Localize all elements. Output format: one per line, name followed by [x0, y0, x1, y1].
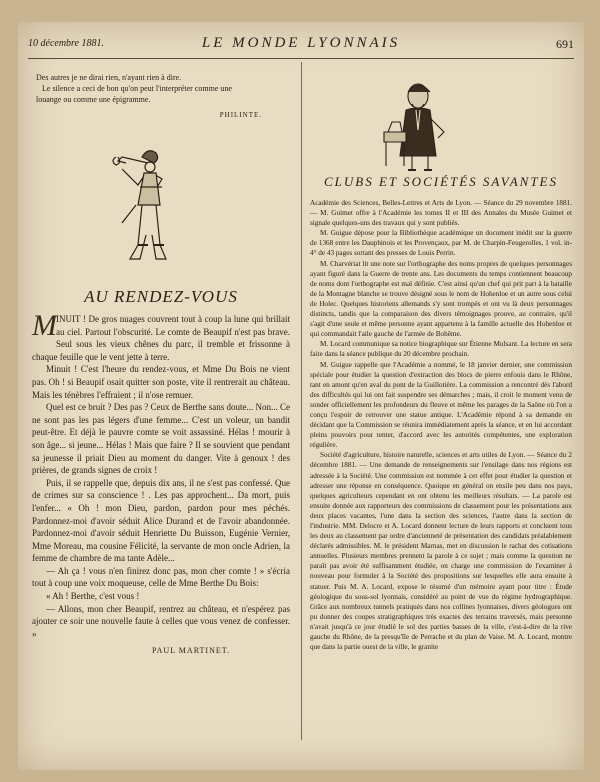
newspaper-page [18, 22, 584, 770]
scholar-illustration [372, 74, 472, 174]
section-title: CLUBS ET SOCIÉTÉS SAVANTES [324, 174, 558, 189]
epigram-line: Le silence a ceci de bon qu'on peut l'interpréter comme une [42, 84, 232, 93]
news-paragraph: M. Charvériat lit une note sur l'orthographe des noms propres de quelques personnages ayant figuré dans la Guerre de trente ans. Les documents du temps contiennent beaucoup de noms dont l'orthographe est mal définie. C'est ainsi qu'un chef qui prit part à la bataille de la Montagne blanche se trouve désigné sous le nom de Hohenloe et un autre sous celui de Holec. Quelques historiens allemands s'y sont trompés et ont vu là deux personnages distincts, tandis que la comparaison des divers témoignages prouve, au contraire, qu'il s'agit d'une seule et même personne ayant appartenu à la famille actuelle des Hohenloe et qui commandait l'aile gauche de l'armée de Bohême. [310, 259, 572, 339]
story-body [32, 309, 290, 640]
story-paragraph: MINUIT ! De gros nuages couvrent tout à coup la lune qui brillait au ciel. Partout l'obscurité. Le comte de Beaupif n'est pas brave. Seul sous les vieux chênes du parc, il tremble et frissonne à chaque feuille que le vent jette à terre. [32, 309, 290, 362]
epigram-text [36, 72, 290, 105]
issue-date: 10 décembre 1881. [28, 38, 104, 49]
column-divider [301, 62, 302, 740]
news-paragraph: Académie des Sciences, Belles-Lettres et Arts de Lyon. — Séance du 29 novembre 1881. — M. Guimet offre à l'Académie les tomes II et III des Annales du Musée Guimet et signale quelques-uns des travaux qui y sont publiés. [310, 199, 572, 228]
bugler-illustration [102, 127, 192, 277]
right-column [310, 72, 572, 652]
news-paragraph: M. Guigue rappelle que l'Académie a nommé, le 18 janvier dernier, une commission spéciale pour étudier la question d'extraction des blocs de pierre enfouis dans le Rhône, tant en amont qu'en aval du pont de la Guillotière. La commission a rencontré dès l'abord des difficultés qui lui ont fait suspendre ses démarches ; mais, il croit le moment venu de sonder officiellement les profondeurs du fleuve et même les parages de la Saône où l'on a conçu l'espoir de retrouver une statue antique. L'Académie répond à sa demande en décidant que la Commission se réunira immédiatement après la séance, et en lui accordant pleins pouvoirs pour tenter, d'accord avec les autorités compétentes, une exploration régulière. [310, 360, 572, 450]
drop-cap: M [32, 309, 57, 342]
story-paragraph: « Ah ! Berthe, c'est vous ! [46, 591, 140, 602]
news-paragraph: M. Guigue dépose pour la Bibliothèque académique un document inédit sur la guerre de 1368 entre les Dauphinois et les Provençaux, par M. de Charpin-Feugerolles, 1 vol. in-4° de 43 pages sortant des presses de Louis Perrin. [310, 229, 572, 258]
epigram-line: louange ou comme une épigramme. [36, 95, 151, 104]
page-header [28, 36, 574, 56]
news-paragraph: M. Locard communique sa notice biographique sur Étienne Mulsant. La lecture en sera faite dans la séance publique du 20 décembre prochain. [310, 340, 572, 359]
story-author: PAUL MARTINET. [151, 646, 231, 656]
story-paragraph: — Allons, mon cher Beaupif, rentrez au château, et n'espérez pas ajouter ce soir une nouvelle faute à celles que vous venez de confesser. » [32, 603, 290, 639]
left-column [32, 72, 290, 655]
story-paragraph: Puis, il se rappelle que, depuis dix ans, il ne s'est pas confessé. Que de crimes sur sa conscience ! . Les pas approchent... Da mort, puis l'enfer... « Oh ! mon Dieu, pardon, pardon pour mes péchés. Pardonnez-moi d'avoir séduit Alice Durand et de l'avoir abandonnée. Pardonnez-moi d'avoir séduit Henriette Du Buisson, Eugénie Vernier, Mme Moreau, ma cousine Félicité, la servante de mon oncle Adrien, la femme de chambre de ma tante Adèle... [32, 477, 290, 564]
story-paragraph: Minuit ! C'est l'heure du rendez-vous, et Mme Du Bois ne vient pas. Oh ! si Beaupif osait quitter son poste, vite il rentrerait au château. Mais les ténèbres l'effraient ; il n'ose remuer. [32, 364, 290, 400]
story-title: AU RENDEZ-VOUS [84, 287, 238, 306]
epigram-line: Des autres je ne dirai rien, n'ayant rien à dire. [36, 73, 182, 82]
story-paragraph: — Ah ça ! vous n'en finirez donc pas, mon cher comte ! » s'écria tout à coup une voix moqueuse, celle de Mme Berthe Du Bois: [32, 565, 290, 589]
header-rule [28, 58, 574, 59]
page-number: 691 [556, 37, 574, 51]
journal-title: LE MONDE LYONNAIS [201, 35, 401, 51]
epigram-signature: PHILINTE. [219, 111, 262, 119]
news-paragraph: Société d'agriculture, histoire naturelle, sciences et arts utiles de Lyon. — Séance du 2 décembre 1881. — Une demande de renseignements sur l'ensilage dans nos régions est adressée à la Société. Une commission est nommée à cet effet pour étudier la question et adresser une réponse en conséquence. Quoique en général on ensile peu dans nos pays, quelques agriculteurs cependant en ont obtenu les meilleurs résultats. — La parole est ensuite donnée aux rapporteurs des commissions de classement pour les présentations aux deux places vacantes, l'une dans la section des sciences, l'autre dans la section de l'industrie. MM. Delocre et A. Locard donnent lecture de leurs rapports et concluent tous les deux au classement par ordre d'ancienneté de présentation des candidats préalablement déclarés admissibles. M. le président Marnas, met en discussion le rachat des cotisations annuelles. Plusieurs membres prennent la parole à ce sujet ; mais comme la question ne paraît pas avoir été suffisamment étudiée, on charge une commission de l'examiner à nouveau pour formuler à la Société des propositions sur lesquelles elle aura ensuite à statuer. Puis M. A. Locard, expose le résumé d'un mémoire ayant pour titre : Étude géologique du sous-sol lyonnais, considéré au point de vue du régime hydrographique. Grâce aux nombreux tunnels pratiqués dans nos collines lyonnaises, divers géologues ont pu donner des coupes stratigraphiques très exactes des terrains traversés, mais personne n'avait jusqu'à ce jour étudié le sol des parties basses de la ville, c'est-à-dire de la rive gauche du Rhône, de la presqu'île de Perrache et du plan de Vaise. M. A. Locard, montre que dans la partie ouest de la ville, le granite [310, 451, 572, 652]
news-body [310, 198, 572, 652]
story-paragraph: Quel est ce bruit ? Des pas ? Ceux de Berthe sans doute... Non... Ce ne sont pas les pas légers d'une femme... C'est un voleur, un bandit peut-être. Et déjà le pauvre comte se voit assassiné. Hélas ! mourir à son âge... si jeune... Hélas ! Mais que faire ? Il se souvient que pendant sa jeunesse il priait Dieu au moment du danger. Vite à genoux ! des prières, de grands signes de croix ! [32, 402, 290, 476]
